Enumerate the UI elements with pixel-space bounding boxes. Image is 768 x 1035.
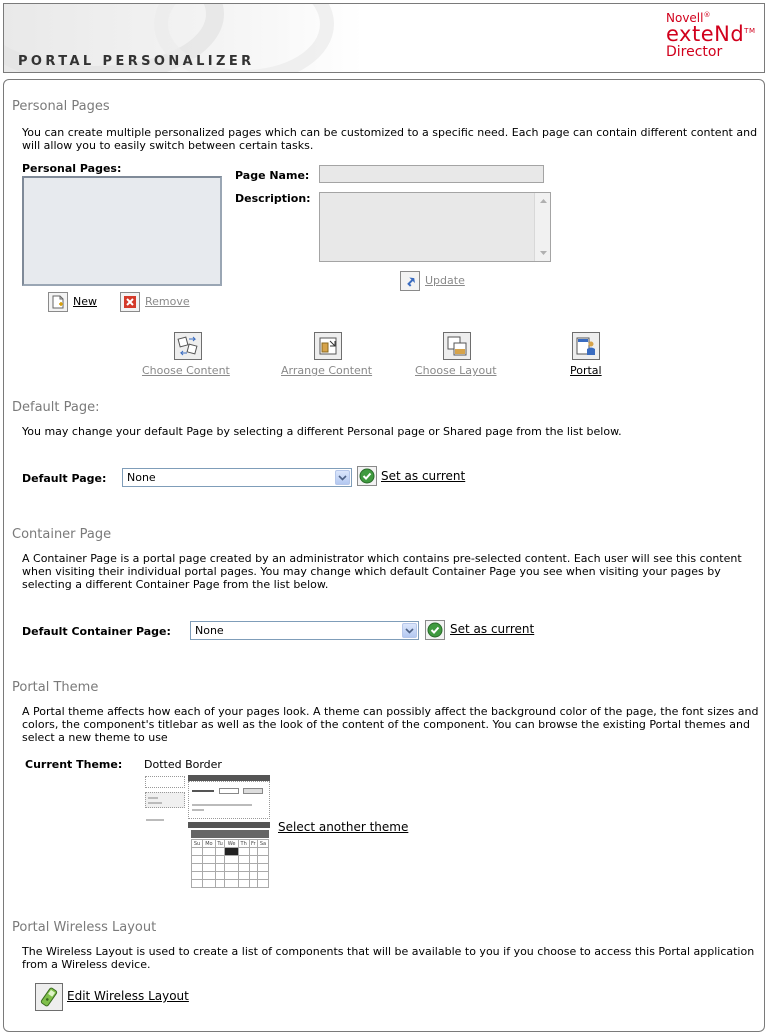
brand-extend: exteNd [666,22,745,46]
current-theme-value: Dotted Border [144,758,222,771]
container-page-select-value: None [195,624,224,637]
brand-logo [666,12,756,59]
edit-wireless-layout-link[interactable]: Edit Wireless Layout [67,989,189,1003]
chevron-down-icon[interactable] [335,470,350,485]
personal-pages-title: Personal Pages [12,99,110,114]
choose-layout-icon[interactable] [443,332,471,360]
chevron-down-icon[interactable] [402,623,417,638]
remove-page-icon[interactable] [120,292,140,312]
theme-preview-calendar: Su Mo Tu We Th Fr Sa [191,839,269,888]
scroll-up-icon[interactable] [536,194,550,208]
set-current-check-icon[interactable] [357,466,377,486]
brand-tm: TM [744,27,756,35]
container-page-description: A Container Page is a portal page created by an administrator which contains pre-selected content. Each user will see this content when visiting their individual portal pages. You may change which default Container Page you see when visiting your pages by selecting a different Container Page from the list below. [22,552,742,591]
choose-layout-link[interactable]: Choose Layout [415,364,497,377]
app-header [3,3,765,73]
brand-director: Director [666,44,723,60]
theme-preview-portlet [188,781,270,819]
set-current-check-icon[interactable] [425,620,445,640]
new-page-icon[interactable] [48,292,68,312]
theme-preview-sidebar [144,775,186,825]
theme-preview-calendar-header [191,830,269,838]
portal-theme-title: Portal Theme [12,680,99,695]
arrange-content-icon[interactable] [314,332,342,360]
personal-pages-listbox[interactable] [22,176,222,286]
default-page-title: Default Page: [12,400,100,415]
theme-preview-thumbnail[interactable] [144,775,270,895]
update-icon[interactable] [400,271,420,291]
wireless-title: Portal Wireless Layout [12,920,157,935]
choose-content-link[interactable]: Choose Content [142,364,230,377]
arrange-content-link[interactable]: Arrange Content [281,364,373,377]
description-scrollbar[interactable] [534,193,550,261]
page-name-label: Page Name: [235,169,310,182]
default-page-description: You may change your default Page by selecting a different Personal page or Shared page from the list below. [22,425,622,438]
wireless-description: The Wireless Layout is used to create a list of components that will be available to you if you choose to access this Portal application from a Wireless device. [22,945,755,971]
scroll-down-icon[interactable] [536,246,550,260]
remove-page-link[interactable]: Remove [145,295,190,308]
portal-link[interactable]: Portal [570,364,602,377]
container-page-label: Default Container Page: [22,625,171,638]
new-page-link[interactable]: New [73,295,97,308]
default-page-select[interactable] [122,468,352,487]
default-page-select-value: None [127,471,156,484]
description-textarea[interactable] [319,192,551,262]
personal-pages-list-label: Personal Pages: [22,162,122,175]
personal-pages-description: You can create multiple personalized pages which can be customized to a specific need. Each page can contain different content and will allow you to easily switch between certain tasks. [22,126,758,152]
update-link[interactable]: Update [425,274,465,287]
page-name-input[interactable] [319,165,544,183]
portal-theme-description: A Portal theme affects how each of your pages look. A theme can possibly affect the background color of the page, the font sizes and colors, the component's titlebar as well as the look of the content of the component. You can browse the existing Portal themes and select a new theme to use [22,705,759,744]
description-label: Description: [235,192,311,205]
brand-novell: Novell [666,11,704,25]
wireless-phone-icon[interactable] [35,983,63,1011]
default-page-label: Default Page: [22,472,107,485]
container-page-title: Container Page [12,527,112,542]
portal-icon[interactable] [572,332,600,360]
default-page-set-current-link[interactable]: Set as current [381,469,466,483]
select-another-theme-link[interactable]: Select another theme [278,820,409,834]
theme-preview-titlebar-2 [188,822,270,828]
app-title: PORTAL PERSONALIZER [18,54,255,69]
container-page-select[interactable] [190,621,419,640]
container-page-set-current-link[interactable]: Set as current [450,622,535,636]
brand-registered: ® [703,11,711,19]
choose-content-icon[interactable] [174,332,202,360]
current-theme-label: Current Theme: [25,758,123,771]
